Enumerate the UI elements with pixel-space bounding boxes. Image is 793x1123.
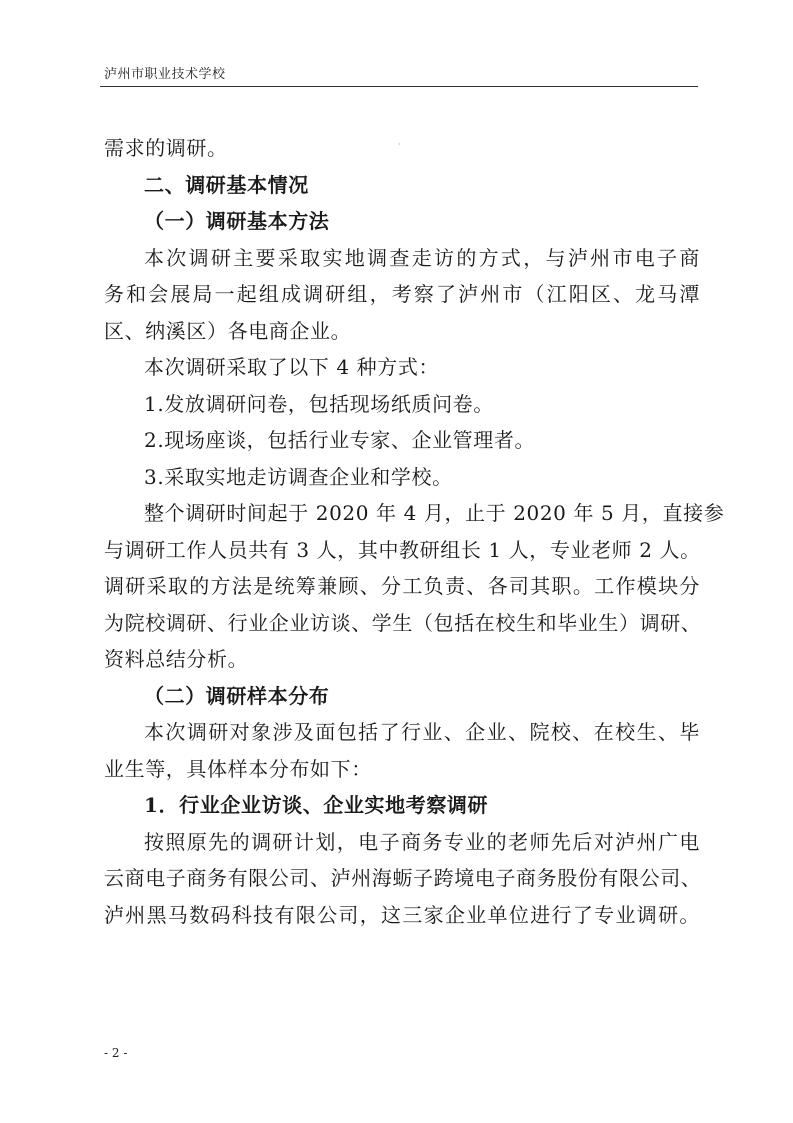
list-item: 2.现场座谈，包括行业专家、企业管理者。	[144, 428, 536, 452]
page-number: - 2 -	[104, 1046, 128, 1060]
document-body	[104, 130, 725, 933]
paragraph-line: 为院校调研、行业企业访谈、学生（包括在校生和毕业生）调研、	[104, 610, 702, 635]
subsection-heading: 1．行业企业访谈、企业实地考察调研	[144, 793, 489, 817]
list-item: 1.发放调研问卷，包括现场纸质问卷。	[144, 391, 494, 416]
paragraph-line: 区、纳溪区）各电商企业。	[104, 318, 352, 343]
paragraph-line: 需求的调研。	[104, 136, 228, 160]
paragraph-line: 按照原先的调研计划，电子商务专业的老师先后对泸州广电	[144, 829, 700, 854]
paragraph-line: 资料总结分析。	[104, 647, 249, 671]
paragraph-line: 本次调研主要采取实地调查走访的方式，与泸州市电子商	[144, 245, 700, 270]
header-divider	[100, 86, 698, 87]
header-school-name: 泸州市职业技术学校	[104, 67, 226, 82]
paragraph-line: 调研采取的方法是统筹兼顾、分工负责、各司其职。工作模块分	[104, 574, 700, 598]
list-item: 3.采取实地走访调查企业和学校。	[144, 464, 453, 489]
scan-speck: ·	[398, 140, 401, 149]
subsection-heading: （一）调研基本方法	[144, 209, 330, 233]
paragraph-line: 本次调研对象涉及面包括了行业、企业、院校、在校生、毕	[144, 720, 700, 744]
paragraph-line: 务和会展局一起组成调研组，考察了泸州市（江阳区、龙马潭	[104, 282, 700, 306]
paragraph-line: 云商电子商务有限公司、泸州海蛎子跨境电子商务股份有限公司、	[104, 866, 702, 890]
paragraph-line: 与调研工作人员共有 3 人，其中教研组长 1 人，专业老师 2 人。	[104, 537, 701, 562]
paragraph-line: 本次调研采取了以下 4 种方式：	[144, 355, 440, 379]
paragraph-line: 整个调研时间起于 2020 年 4 月，止于 2020 年 5 月，直接参	[144, 501, 725, 525]
paragraph-line: 业生等，具体样本分布如下：	[104, 756, 372, 781]
paragraph-line: 泸州黑马数码科技有限公司，这三家企业单位进行了专业调研。	[104, 902, 700, 927]
subsection-heading: （二）调研样本分布	[144, 683, 330, 708]
section-heading: 二、调研基本情况	[144, 172, 309, 197]
